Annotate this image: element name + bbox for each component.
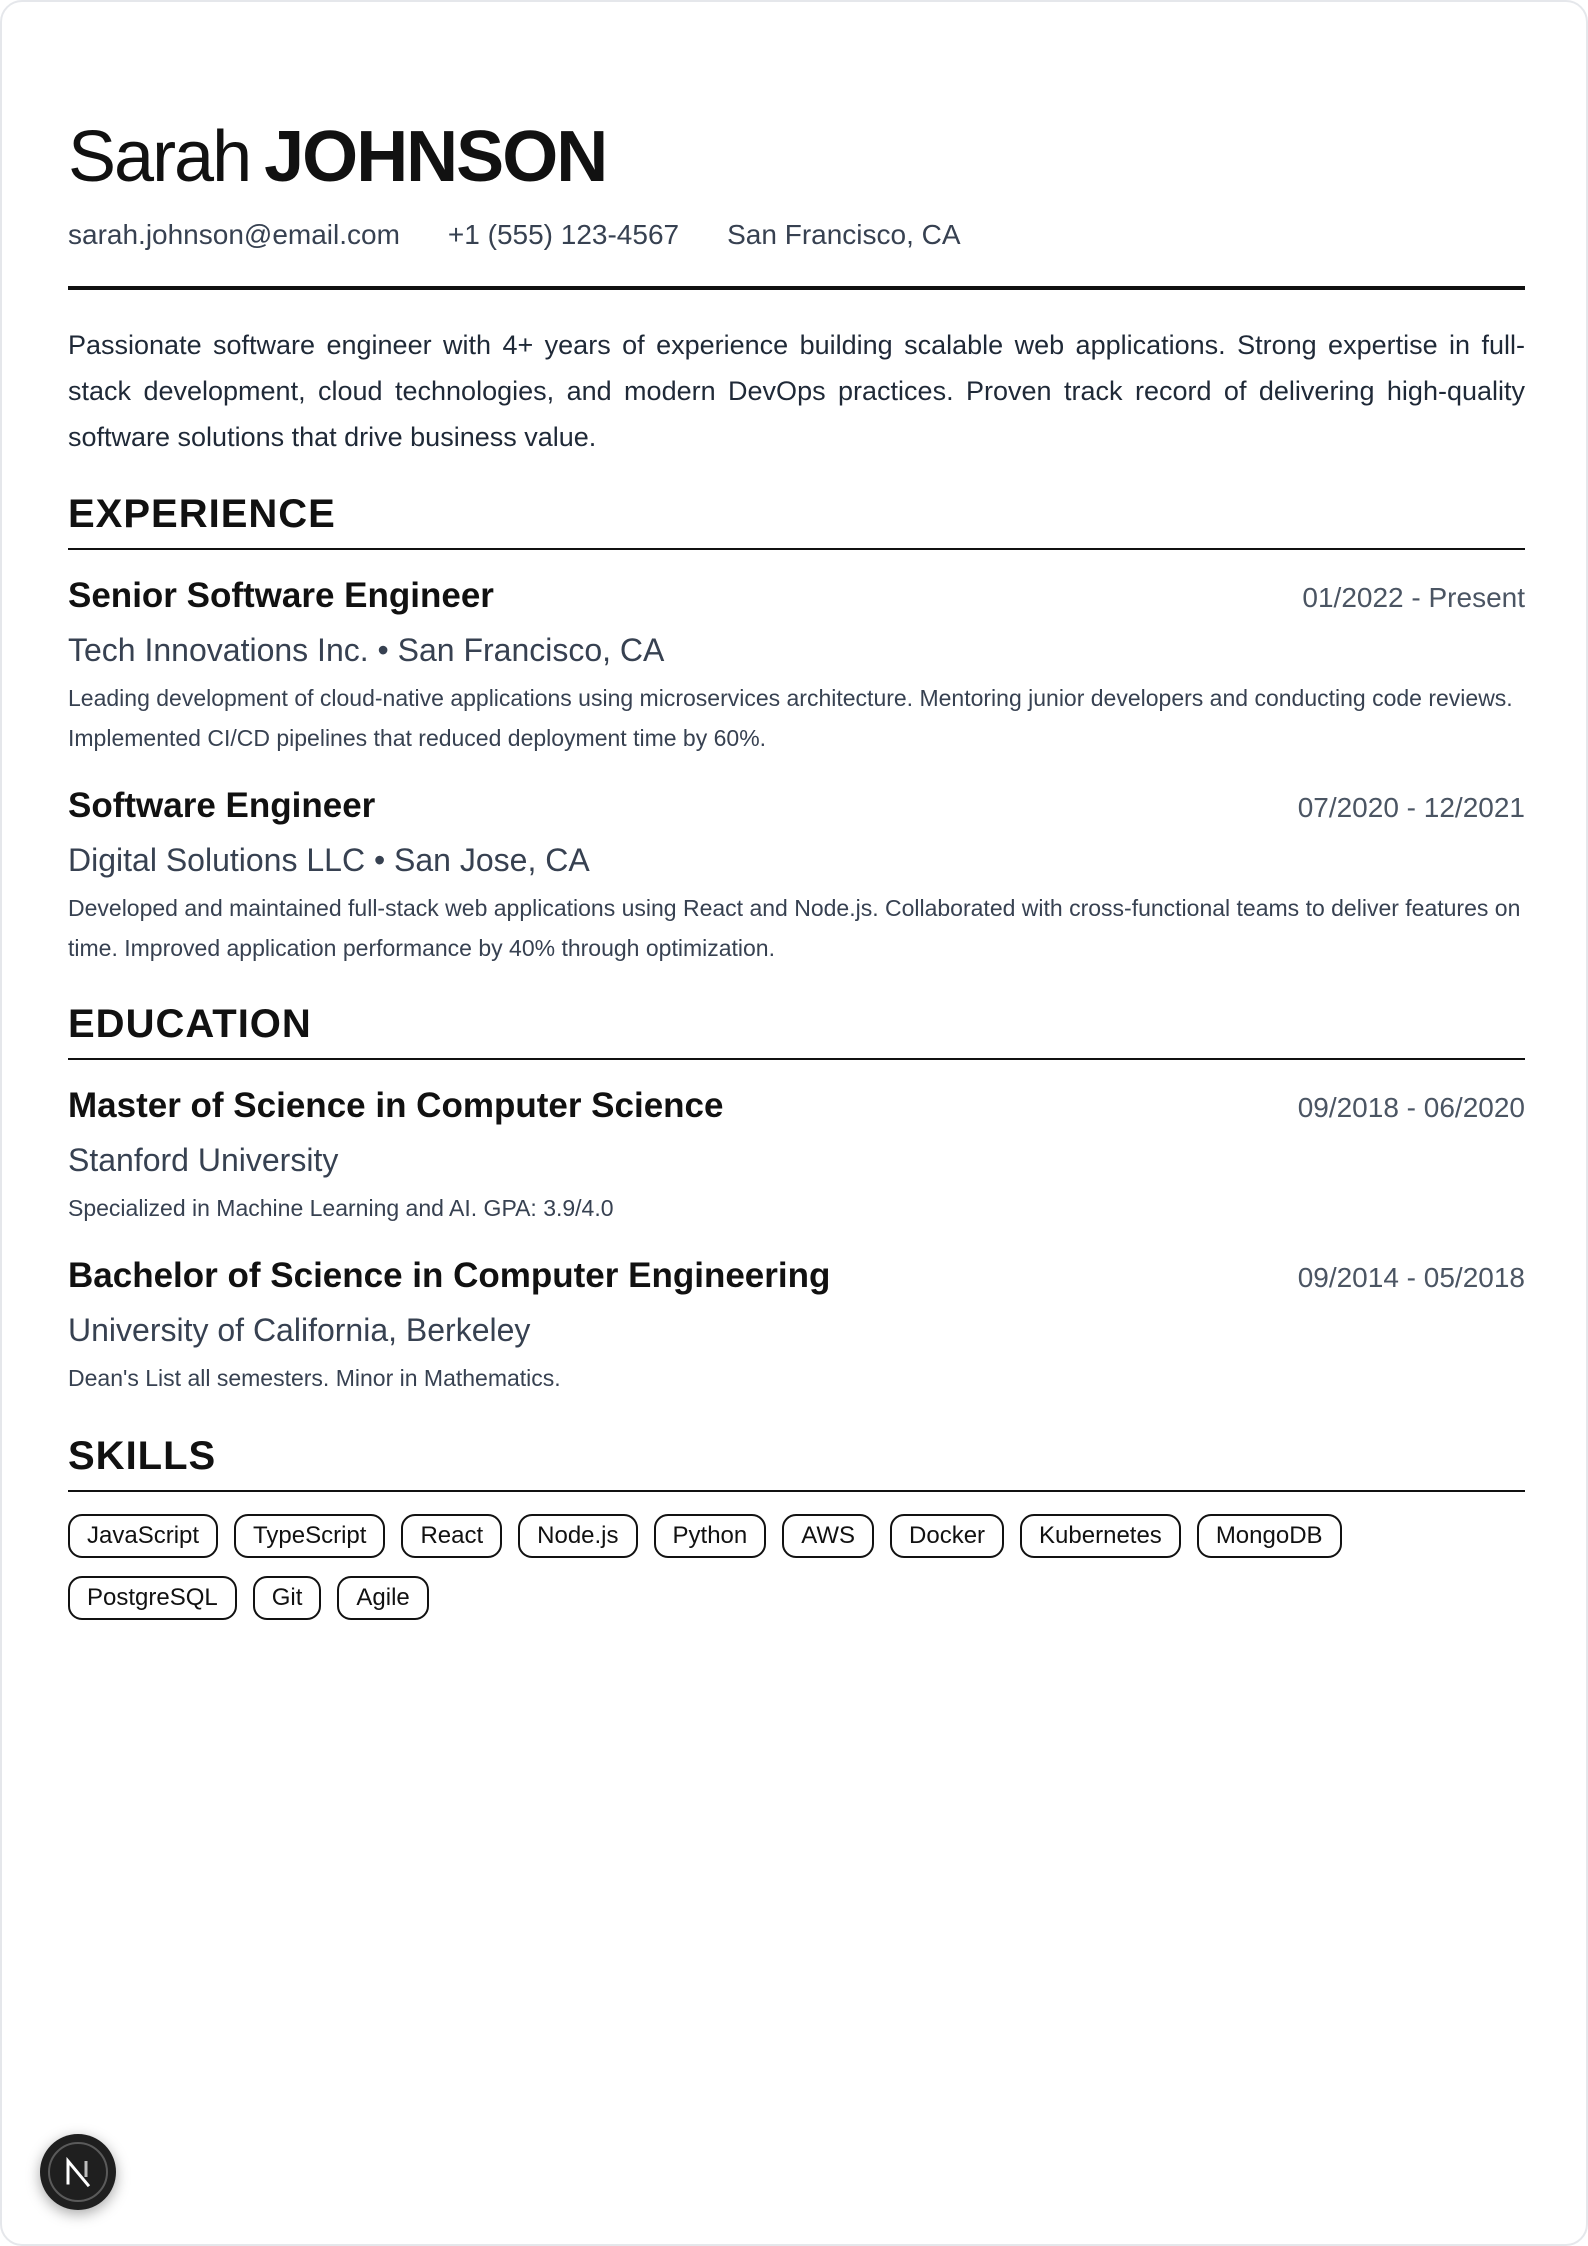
first-name: Sarah	[68, 117, 251, 197]
contact-phone[interactable]: +1 (555) 123-4567	[447, 219, 680, 250]
degree-title: Master of Science in Computer Science	[68, 1086, 724, 1125]
education-description: Dean's List all semesters. Minor in Mathematics.	[68, 1365, 561, 1391]
section-divider	[68, 548, 1525, 550]
degree-title: Bachelor of Science in Computer Engineering	[68, 1256, 831, 1295]
skills-list	[68, 1514, 1525, 1620]
resume-content	[68, 116, 1525, 1620]
nextjs-dev-indicator-button[interactable]	[40, 2134, 116, 2210]
candidate-name	[68, 116, 1525, 198]
contact-email[interactable]: sarah.johnson@email.com	[68, 219, 400, 250]
job-company: Digital Solutions LLC • San Jose, CA	[68, 842, 590, 878]
education-entry	[68, 1254, 1525, 1398]
skill-tag: PostgreSQL	[68, 1576, 237, 1620]
skill-tag: Agile	[337, 1576, 428, 1620]
education-dates: 09/2018 - 06/2020	[1297, 1092, 1525, 1123]
section-divider	[68, 1490, 1525, 1492]
section-divider	[68, 1058, 1525, 1060]
skill-tag: AWS	[782, 1514, 874, 1558]
job-title: Software Engineer	[68, 786, 376, 825]
education-dates: 09/2014 - 05/2018	[1297, 1262, 1525, 1293]
skill-tag: TypeScript	[234, 1514, 385, 1558]
skill-tag: Python	[654, 1514, 767, 1558]
professional-summary: Passionate software engineer with 4+ years of experience building scalable web applications. Strong expertise in full-stack development, cloud technologies, and modern DevOps practices. Proven track record of delivering high-quality software solutions that drive business value.	[68, 330, 1525, 452]
education-section	[68, 1000, 1525, 1398]
skills-heading: SKILLS	[68, 1434, 217, 1478]
experience-section	[68, 490, 1525, 968]
job-dates: 01/2022 - Present	[1302, 582, 1525, 613]
school-name: Stanford University	[68, 1142, 339, 1178]
job-dates: 07/2020 - 12/2021	[1297, 792, 1525, 823]
header-divider	[68, 286, 1525, 290]
job-company: Tech Innovations Inc. • San Francisco, CA	[68, 632, 665, 668]
skill-tag: Kubernetes	[1020, 1514, 1181, 1558]
skill-tag: MongoDB	[1197, 1514, 1342, 1558]
experience-heading: EXPERIENCE	[68, 492, 336, 536]
contact-info	[68, 218, 1525, 252]
education-heading: EDUCATION	[68, 1002, 312, 1046]
education-entry	[68, 1084, 1525, 1228]
skill-tag: React	[401, 1514, 502, 1558]
last-name: JOHNSON	[264, 117, 607, 197]
job-description: Developed and maintained full-stack web applications using React and Node.js. Collaborated with cross-functional teams to deliver features on time. Improved application performance by 40% through optimization.	[68, 895, 1521, 961]
skill-tag: Docker	[890, 1514, 1004, 1558]
job-title: Senior Software Engineer	[68, 576, 494, 615]
skill-tag: JavaScript	[68, 1514, 218, 1558]
education-description: Specialized in Machine Learning and AI. GPA: 3.9/4.0	[68, 1195, 614, 1221]
school-name: University of California, Berkeley	[68, 1312, 531, 1348]
skill-tag: Node.js	[518, 1514, 637, 1558]
job-description: Leading development of cloud-native applications using microservices architecture. Mentoring junior developers and conducting code reviews. Implemented CI/CD pipelines that reduced deployment time by 60%.	[68, 685, 1513, 751]
experience-entry	[68, 574, 1525, 758]
skills-section	[68, 1432, 1525, 1620]
experience-entry	[68, 784, 1525, 968]
contact-location: San Francisco, CA	[727, 219, 961, 250]
nextjs-logo-icon	[48, 2142, 108, 2202]
skill-tag: Git	[253, 1576, 322, 1620]
